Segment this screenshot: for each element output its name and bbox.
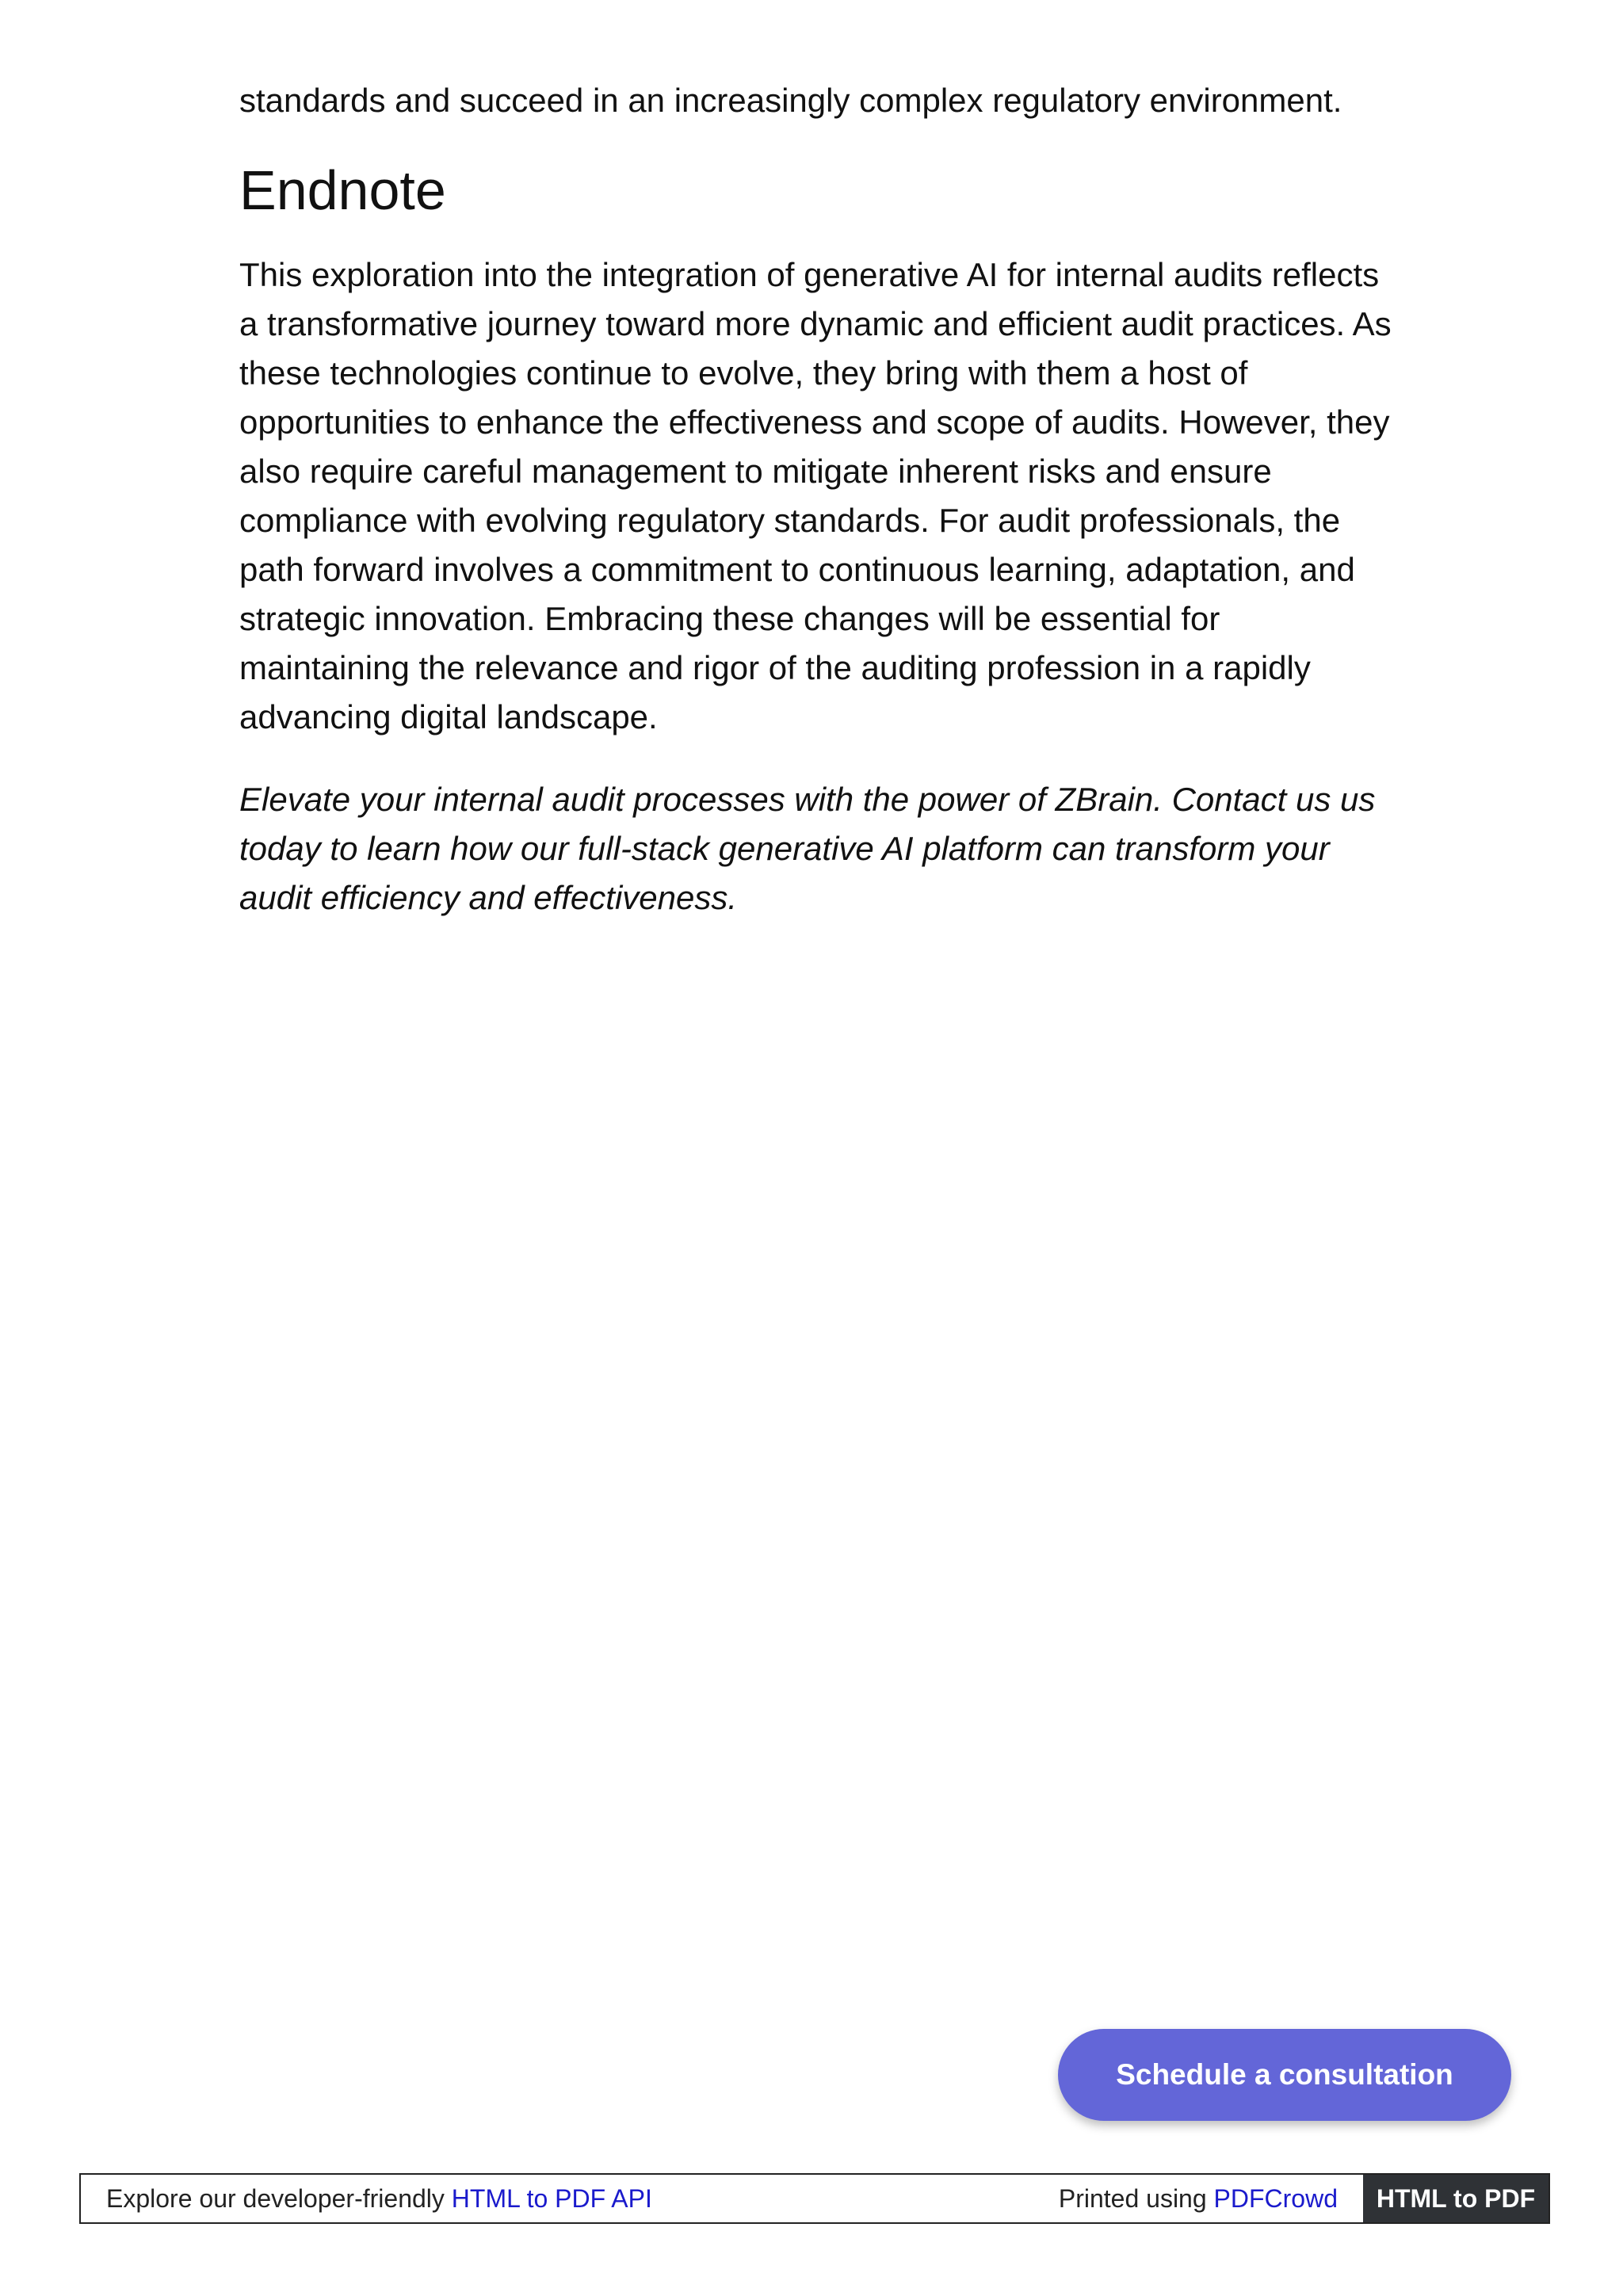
schedule-consultation-button[interactable]: Schedule a consultation bbox=[1058, 2029, 1511, 2121]
footer-right-prefix: Printed using bbox=[1058, 2183, 1214, 2213]
footer-left-text bbox=[81, 2184, 1059, 2214]
html-to-pdf-badge[interactable]: HTML to PDF bbox=[1363, 2175, 1549, 2222]
footer-left-prefix: Explore our developer-friendly bbox=[106, 2183, 452, 2213]
article-content bbox=[239, 76, 1396, 923]
section-heading: Endnote bbox=[239, 159, 446, 221]
endnote-paragraph: This exploration into the integration of generative AI for internal audits reflects a transformative journey toward more dynamic and efficient audit practices. As these technologies continue to evolve, they bring with them a host of opportunities to enhance the effectiveness and scope of audits. However, they also require careful management to mitigate inherent risks and ensure compliance with evolving regulatory standards. For audit professionals, the path forward involves a commitment to continuous learning, adaptation, and strategic innovation. Embracing these changes will be essential for maintaining the relevance and rigor of the auditing profession in a rapidly advancing digital landscape. bbox=[239, 256, 1392, 735]
footer-right-text bbox=[1059, 2184, 1363, 2214]
pdfcrowd-link[interactable]: PDFCrowd bbox=[1213, 2183, 1338, 2213]
cta-paragraph: Elevate your internal audit processes with the power of ZBrain. Contact us us today to learn how our full-stack generative AI platform can transform your audit efficiency and effectiveness. bbox=[239, 781, 1376, 916]
html-to-pdf-api-link[interactable]: HTML to PDF API bbox=[451, 2183, 652, 2213]
pdfcrowd-footer bbox=[79, 2173, 1550, 2224]
intro-paragraph: standards and succeed in an increasingly complex regulatory environment. bbox=[239, 82, 1342, 119]
